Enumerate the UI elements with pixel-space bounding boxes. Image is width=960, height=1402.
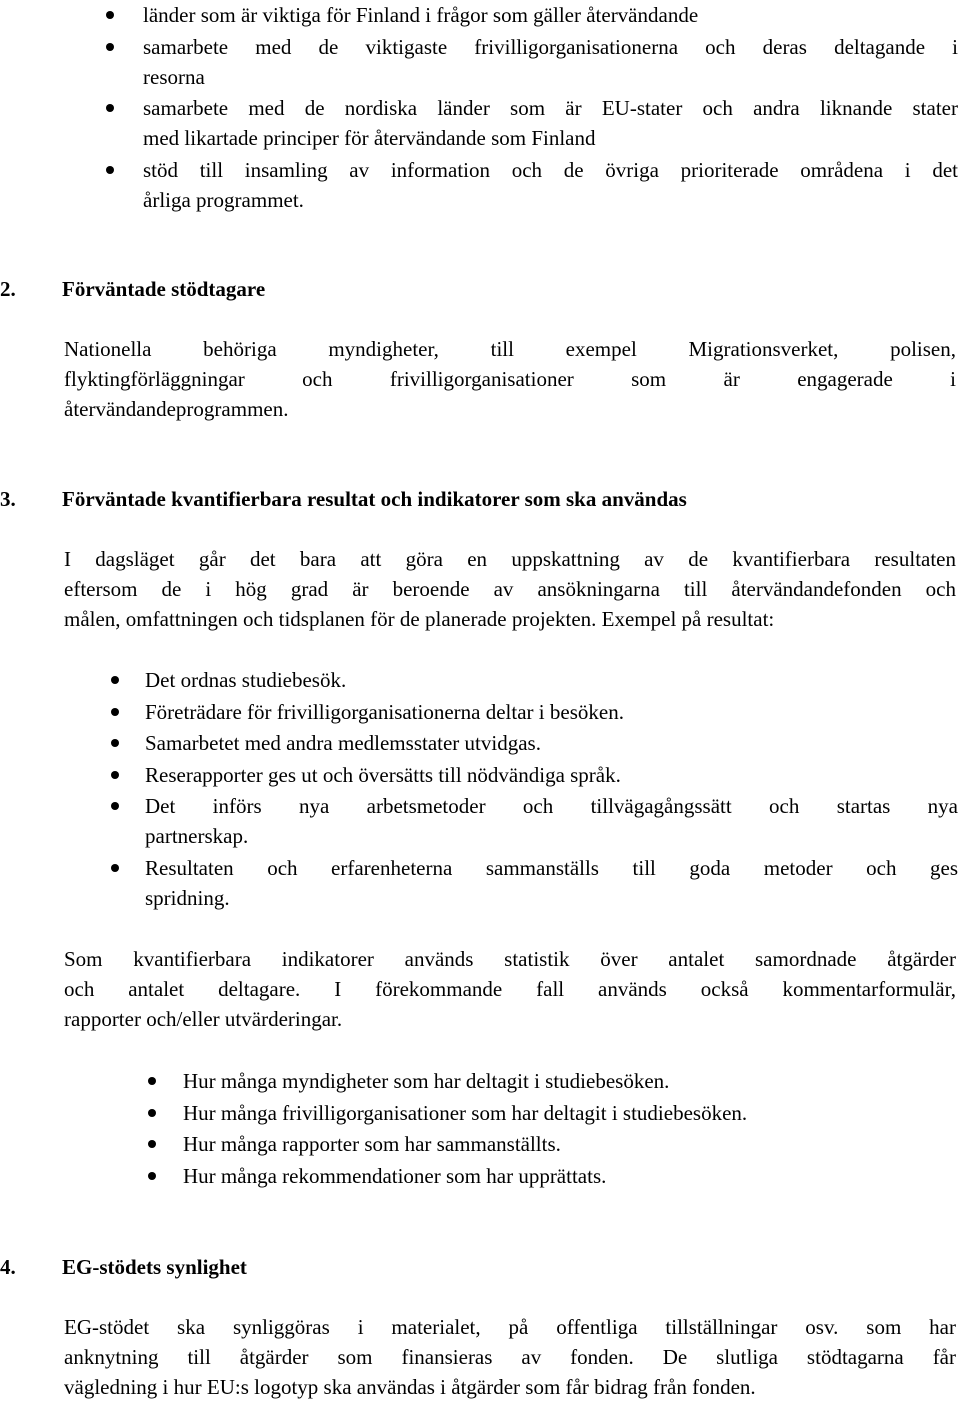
bullet-icon (106, 11, 114, 19)
bullet-icon (111, 676, 119, 684)
list-item: Det införs nya arbetsmetoder och tillvägagångssätt och startas nya partnerskap. (145, 791, 958, 851)
bullet-icon (106, 43, 114, 51)
bullet-icon (111, 802, 119, 810)
list-item: samarbete med de viktigaste frivilligorganisationerna och deras deltagande i resorna (143, 32, 958, 93)
list-item: Hur många rapporter som har sammanställts. (183, 1129, 943, 1159)
list-item: samarbete med de nordiska länder som är EU-stater och andra liknande stater med likartade principer för återvändande som Finland (143, 93, 958, 154)
list-item: Resultaten och erfarenheterna sammanställs till goda metoder och ges spridning. (145, 853, 958, 913)
bullet-icon (106, 166, 114, 174)
bullet-icon (111, 708, 119, 716)
list-item: Reserapporter ges ut och översätts till nödvändiga språk. (145, 760, 958, 790)
bullet-icon (148, 1109, 156, 1117)
bullet-icon (148, 1077, 156, 1085)
bullet-icon (148, 1172, 156, 1180)
list-item: stöd till insamling av information och de övriga prioriterade områdena i det årliga programmet. (143, 155, 958, 216)
bullet-icon (111, 771, 119, 779)
section-paragraph: Nationella behöriga myndigheter, till exempel Migrationsverket, polisen, flyktingförläggningar och frivilligorganisationer som är engagerade i återvändandeprogrammen. (64, 337, 956, 421)
list-item: Samarbetet med andra medlemsstater utvidgas. (145, 728, 958, 758)
section-paragraph: EG-stödet ska synliggöras i materialet, på offentliga tillställningar osv. som har anknytning till åtgärder som finansieras av fonden. De slutliga stödtagarna får vägledning i hur EU:s logotyp ska användas i åtgärder som får bidrag från fonden. (64, 1315, 956, 1399)
section-paragraph: I dagsläget går det bara att göra en uppskattning av de kvantifierbara resultaten eftersom de i hög grad är beroende av ansökningarna till återvändandefonden och målen, omfattningen och tidsplanen för de planerade projekten. Exempel på resultat: (64, 547, 956, 631)
bullet-icon (148, 1140, 156, 1148)
bullet-icon (106, 104, 114, 112)
list-item: länder som är viktiga för Finland i frågor som gäller återvändande (143, 0, 958, 31)
list-item: Hur många rekommendationer som har upprättats. (183, 1161, 943, 1191)
bullet-icon (111, 739, 119, 747)
list-item: Företrädare för frivilligorganisationerna deltar i besöken. (145, 697, 958, 727)
indicator-paragraph: Som kvantifierbara indikatorer används statistik över antalet samordnade åtgärder och antalet deltagare. I förekommande fall används också kommentarformulär, rapporter och/eller utvärderingar. (64, 947, 956, 1031)
priority-list (143, 0, 958, 216)
list-item: Det ordnas studiebesök. (145, 665, 958, 695)
document-page: länder som är viktiga för Finland i frågor som gäller återvändande samarbete med de viktigaste frivilligorganisationerna och deras deltagande i resorna samarbete med de nordiska länder som är EU-stater och andra liknande stater med likartade principer för återvändande som Finland stöd till insamling av information och de övriga prioriterade områdena i det årliga programmet. 2. Förväntade stödtagare Nationella behöriga myndigheter, till exempel Migrationsverket, polisen, flyktingförläggningar och frivilligorganisationer som är engagerade i återvändandeprogrammen. 3. Förväntade kvantifierbara resultat och indikatorer som ska användas I dagsläget går det bara att göra en uppskattning av de kvantifierbara resultaten eftersom de i hög grad är beroende av ansökningarna till återvändandefonden och målen, omfattningen och tidsplanen för de planerade projekten. Exempel på resultat: Det ordnas studiebesök. Företrädare för frivilligorganisationerna deltar i besöken. Samarbetet med andra medlemsstater utvidgas. Reserapporter ges ut och översätts till nödvändiga språk. Det införs nya arbetsmetoder och tillvägagångssätt och startas nya partnerskap. Resultaten och erfarenheterna sammanställs till goda metoder och ges spridning. Som kvantifierbara indikatorer används statistik över antalet samordnade åtgärder och antalet deltagare. I förekommande fall används också kommentarformulär, rapporter och/eller utvärderingar. Hur många myndigheter som har deltagit i studiebesöken. Hur många frivilligorganisationer som har deltagit i studiebesöken. Hur många rapporter som har sammanställts. Hur många rekommendationer som har upprättats. 4. EG-stödets synlighet EG-stödet ska synliggöras i materialet, på offentliga tillställningar osv. som har anknytning till åtgärder som finansieras av fonden. De slutliga stödtagarna får vägledning i hur EU:s logotyp ska användas i åtgärder som får bidrag från fonden. (0, 0, 960, 1402)
results-list (145, 665, 958, 914)
list-item: Hur många myndigheter som har deltagit i studiebesöken. (183, 1066, 943, 1096)
indicator-list (183, 1066, 943, 1192)
bullet-icon (111, 864, 119, 872)
list-item: Hur många frivilligorganisationer som har deltagit i studiebesöken. (183, 1098, 943, 1128)
